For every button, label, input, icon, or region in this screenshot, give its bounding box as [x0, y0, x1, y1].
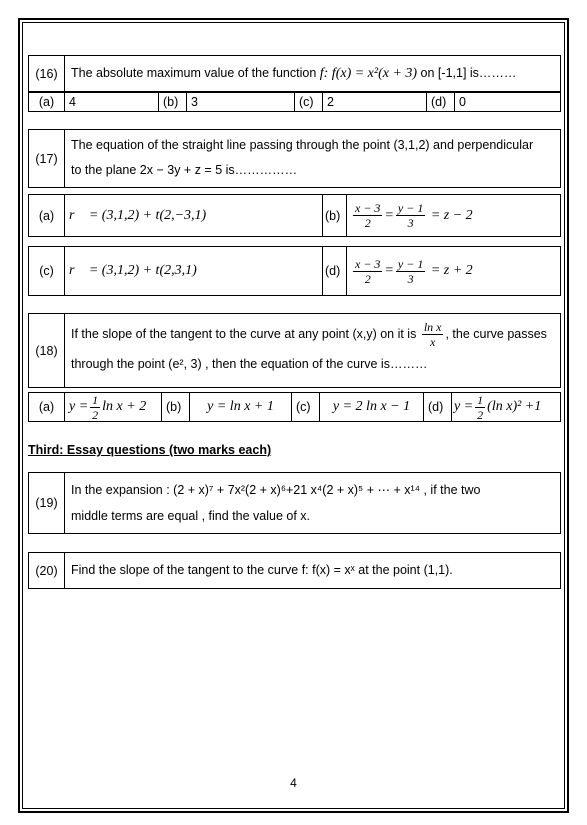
option-label: (c)	[292, 393, 320, 421]
option-value: r⃗ = (3,1,2) + t(2,−3,1)	[65, 195, 323, 236]
question-16	[28, 55, 561, 92]
option-value: $\frac{x - 3}{2}$ = $\frac{y - 1}{3}$ = z − 2	[355, 201, 473, 230]
option-label: (b)	[159, 93, 187, 111]
question-number: (18)	[29, 314, 65, 387]
option-value: 3	[187, 93, 295, 111]
option-label: (d)	[427, 93, 455, 111]
option-label: (a)	[29, 393, 65, 421]
option-value: y = $\frac{1}{2}$ (ln x)² +1	[454, 392, 542, 422]
option-value: y = 2 ln x − 1	[320, 393, 424, 421]
question-text: The absolute maximum value of the function f: f(x) = x²(x + 3) on [-1,1] is………	[71, 66, 517, 81]
question-number: (17)	[29, 130, 65, 187]
option-label: (c)	[295, 93, 323, 111]
question-number: (16)	[29, 56, 65, 91]
option-label: (b)	[323, 195, 347, 236]
options-18	[28, 392, 561, 422]
question-17	[28, 129, 561, 188]
option-label: (b)	[162, 393, 190, 421]
question-text: In the expansion : (2 + x)⁷ + 7x²(2 + x)⁶+21 x⁴(2 + x)⁵ + ⋯ + x¹⁴ , if the two middle terms are equal , find the value of x.	[71, 483, 481, 523]
option-value: $\frac{x - 3}{2}$ = $\frac{y - 1}{3}$ = z + 2	[355, 256, 473, 286]
question-19	[28, 472, 561, 534]
page-number: 4	[290, 776, 297, 790]
options-16	[28, 92, 561, 112]
question-text: If the slope of the tangent to the curve at any point (x,y) on it is $\frac{\text{ln x}}{x}$ , the curve passes through the point (e², 3) , then the equation of the curve is………	[71, 320, 547, 371]
question-number: (20)	[29, 553, 65, 588]
function-expression: f: f(x) = x²(x + 3)	[319, 66, 418, 81]
section-heading: Third: Essay questions (two marks each)	[28, 443, 272, 457]
option-value: r⃗ = (3,1,2) + t(2,3,1)	[65, 247, 323, 295]
question-18	[28, 313, 561, 388]
options-17-cd	[28, 246, 561, 296]
option-label: (c)	[29, 247, 65, 295]
option-value: 0	[459, 95, 466, 109]
option-label: (a)	[29, 195, 65, 236]
option-value: y = $\frac{1}{2}$ ln x + 2	[65, 393, 162, 421]
question-number: (19)	[29, 473, 65, 533]
question-text: The equation of the straight line passing through the point (3,1,2) and perpendicular to the plane 2x − 3y + z = 5 is……………	[71, 138, 534, 177]
option-label: (a)	[29, 93, 65, 111]
option-value: 4	[65, 93, 159, 111]
question-20	[28, 552, 561, 589]
question-text: Find the slope of the tangent to the curve f: f(x) = xˣ at the point (1,1).	[71, 563, 453, 577]
option-label: (d)	[323, 247, 347, 295]
option-label: (d)	[424, 393, 452, 421]
options-17-ab	[28, 194, 561, 237]
option-value: y = ln x + 1	[190, 393, 292, 421]
option-value: 2	[323, 93, 427, 111]
